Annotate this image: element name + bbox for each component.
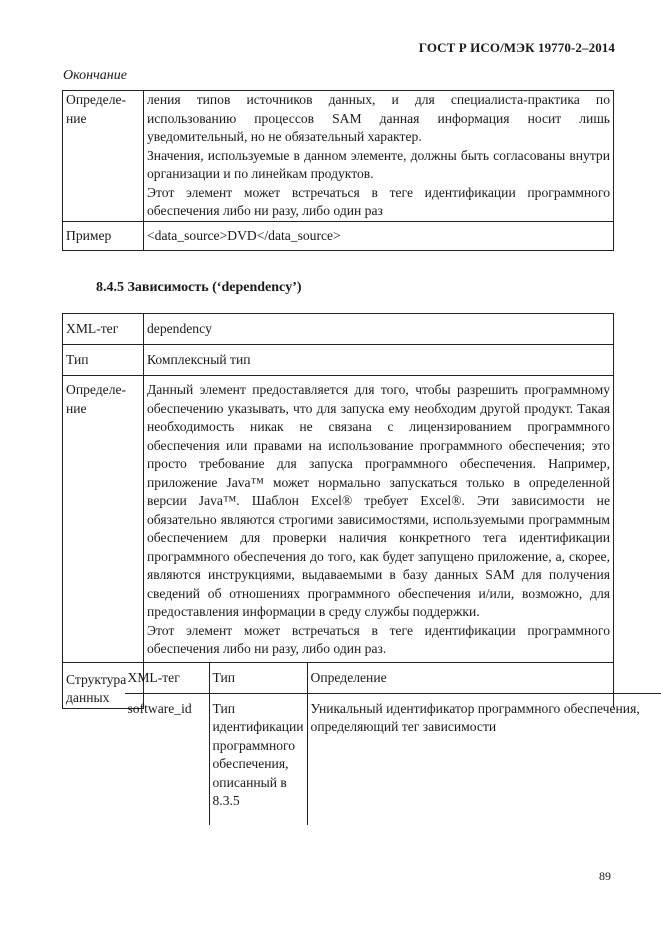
- table-row: [63, 222, 614, 251]
- row-label: [63, 91, 144, 222]
- table-continuation: [62, 90, 614, 251]
- continuation-label: Окончание: [63, 68, 127, 83]
- row-label-text: Определе-ние: [66, 382, 127, 416]
- xml-tag-value: dependency: [144, 314, 614, 345]
- table-row: [63, 662, 614, 708]
- section-title: 8.4.5 Зависимость (‘dependency’): [96, 280, 302, 295]
- row-label-text: Определе-ние: [66, 92, 127, 126]
- column-header: XML-тег: [125, 663, 210, 694]
- paragraph: Этот элемент может встречаться в теге идентификации программного обеспечения либо ни разу, либо один раз: [147, 184, 610, 218]
- page-number: 89: [599, 869, 611, 883]
- table-row: [63, 345, 614, 376]
- row-label: Тип: [63, 345, 144, 376]
- document-header: ГОСТ Р ИСО/МЭК 19770-2–2014: [418, 40, 615, 55]
- nested-cell-definition: Уникальный идентификатор программного обеспечения, определяющий тег зависимости: [307, 693, 661, 825]
- data-structure-cell: [127, 662, 640, 808]
- paragraph: ления типов источников данных, и для специалиста-практика по использованию процессов SAM данная информация носит лишь уведомительный, но не обязательный характер.: [147, 92, 610, 144]
- column-header: Определение: [307, 663, 661, 694]
- table-row: [63, 314, 614, 345]
- paragraph: Значения, используемые в данном элементе, должны быть согласованы внутри организации и по линейкам продуктов.: [147, 147, 610, 181]
- data-structure-table: [125, 663, 661, 825]
- nested-row: [125, 693, 661, 825]
- nested-cell-type: Тип идентификации программного обеспечения, описанный в 8.3.5: [209, 693, 307, 825]
- example-value: <data_source>DVD</data_source>: [147, 228, 341, 243]
- nested-header-row: [125, 663, 661, 694]
- column-header: Тип: [209, 663, 307, 694]
- row-label: XML-тег: [63, 314, 144, 345]
- row-label: [63, 222, 144, 251]
- paragraph: Данный элемент предоставляется для того, чтобы разрешить программному обеспечению указывать, что для запуска ему необходим другой продукт. Такая необходимость никак не связана с лицензированием программного обеспечения или правами на использование программного обеспечения; это просто требование для запуска программного обеспечения. Например, приложение Java™ может нормально запускаться только в определенной версии Java™. Шаблон Excel® требует Excel®. Эти зависимости не обязательно являются строгими зависимостями, используемыми программным обеспечением для проверки наличия конкретного тега идентификации программного обеспечения до того, как будет запущено приложение, а, скорее, являются инструкциями, выдаваемыми в базу данных SAM для получения сведений об отношениях программного обеспечения и/или, возможно, для предоставления информации в среду службы поддержки.: [147, 382, 610, 619]
- table-row: [63, 376, 614, 663]
- row-label-text: Пример: [66, 228, 112, 243]
- table-dependency: [62, 313, 640, 808]
- definition-cell: [144, 376, 614, 663]
- row-label: [63, 376, 144, 663]
- type-value: Комплексный тип: [144, 345, 614, 376]
- row-label-text: Структура данных: [66, 671, 127, 705]
- paragraph: Этот элемент может встречаться в теге идентификации программного обеспечения либо ни разу, либо один раз.: [147, 622, 610, 656]
- example-cell: [144, 222, 614, 251]
- table-row: [63, 91, 614, 222]
- nested-cell-xml-tag: software_id: [125, 693, 210, 825]
- definition-cell: [144, 91, 614, 222]
